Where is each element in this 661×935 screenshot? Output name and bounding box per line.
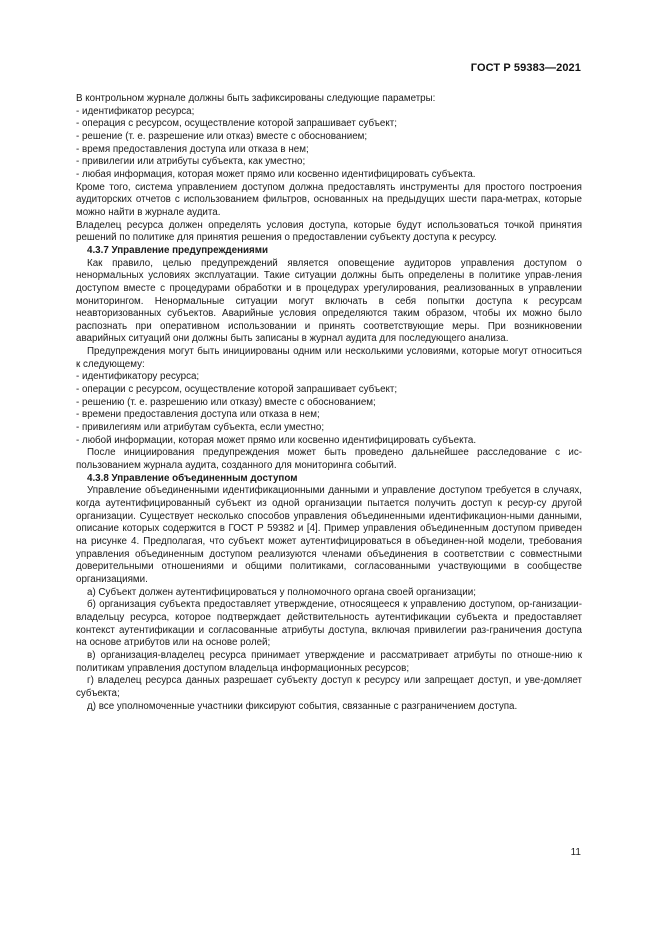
paragraph: Владелец ресурса должен определять условия доступа, которые будут использоваться точкой принятия решений по политике для принятия решения о предоставлении субъекту доступа к ресурсу. (76, 219, 582, 244)
list-item: - идентификатор ресурса; (76, 105, 195, 117)
list-item: - идентификатору ресурса; (76, 371, 200, 383)
list-item: - привилегиям или атрибутам субъекта, если уместно; (76, 422, 325, 434)
paragraph: Как правило, целью предупреждений является оповещение аудиторов управления доступом о ненормальных условиях эксплуатации. Такие ситуации должны быть определены в политике управ-ления доступом вместе с процедурами обработки и в процедурах урегулирования, реализованных в управлении мониторингом. Ненормальные ситуации могут включать в себя попытки доступа к ресурсам неавторизованных субъектов. Аварийные условия определяются таким образом, чтобы их можно было распознать при оперативном использовании и принять соответствующие меры. При возникновении аварийных ситуаций они должны быть записаны в журнал аудита для последующего анализа. (76, 257, 582, 345)
list-item: - решению (т. е. разрешению или отказу) вместе с обоснованием; (76, 396, 376, 408)
list-item: - любая информация, которая может прямо или косвенно идентифицировать субъекта. (76, 168, 476, 180)
paragraph: Предупреждения могут быть инициированы одним или несколькими условиями, которые могут относиться к следующему: (76, 346, 582, 370)
paragraph: Кроме того, система управлением доступом должна предоставлять инструменты для простого построения аудиторских отчетов с использованием фильтров, основанных на предыдущих шести пара-метрах, которые можно найти в журнале аудита. (76, 181, 582, 218)
list-item: - операция с ресурсом, осуществление которой запрашивает субъект; (76, 118, 397, 130)
document-body (76, 93, 582, 713)
page-number: 11 (570, 847, 581, 858)
list-item: д) все уполномоченные участники фиксируют события, связанные с разграничением доступа. (87, 700, 518, 712)
paragraph: Управление объединенными идентификационными данными и управление доступом требуется в случаях, когда аутентифицированный субъект из одной организации пытается получить доступ к ресур-су другой организации. Существует несколько способов управления объединенными идентификацион-ными данными, описание которых содержится в ГОСТ Р 59382 и [4]. Пример управления объединенным доступом приведен на рисунке 4. Предполагая, что субъект может аутентифицироваться в объединен-ной модели, требования управления объединенным доступом реализуются членами объединения в соответствии с совместными доверительными отношениями и общими политиками, согласованными участвующими в сообществе организациями. (76, 485, 582, 585)
list-item: - любой информации, которая может прямо или косвенно идентифицировать субъекта. (76, 434, 477, 446)
section-heading: 4.3.8 Управление объединенным доступом (87, 472, 298, 484)
bullet-list (76, 371, 582, 447)
list-item: - операции с ресурсом, осуществление которой запрашивает субъект; (76, 384, 398, 396)
list-item: а) Субъект должен аутентифицироваться у полномочного органа своей организации; (87, 586, 476, 598)
list-item: - решение (т. е. разрешение или отказ) вместе с обоснованием; (76, 130, 368, 142)
bullet-list (76, 106, 582, 182)
list-item: - время предоставления доступа или отказа в нем; (76, 143, 309, 155)
list-item: - привилегии или атрибуты субъекта, как уместно; (76, 156, 306, 168)
list-item: в) организация-владелец ресурса принимает утверждение и рассматривает атрибуты по отноше-нию к политикам управления доступом владельца информационных ресурсов; (76, 649, 582, 674)
list-item: б) организация субъекта предоставляет утверждение, относящееся к управлению доступом, ор-ганизации-владельцу ресурса, которое подтверждает действительность аутентификации субъекта и предоставляет контекст аутентификации и согласованные атрибуты доступа, включая привилегии раз-граничения доступа на основе атрибутов или на основе ролей; (76, 599, 582, 649)
paragraph: В контрольном журнале должны быть зафиксированы следующие параметры: (76, 93, 436, 104)
document-code: ГОСТ Р 59383—2021 (470, 62, 581, 74)
list-item: г) владелец ресурса данных разрешает субъекту доступ к ресурсу или запрещает доступ, и уве-домляет субъекта; (76, 675, 582, 699)
paragraph: После инициирования предупреждения может быть проведено дальнейшее расследование с ис-пользованием журнала аудита, созданного для мониторинга событий. (76, 447, 582, 472)
lettered-list (76, 587, 582, 714)
list-item: - времени предоставления доступа или отказа в нем; (76, 409, 320, 421)
section-heading: 4.3.7 Управление предупреждениями (87, 244, 269, 256)
